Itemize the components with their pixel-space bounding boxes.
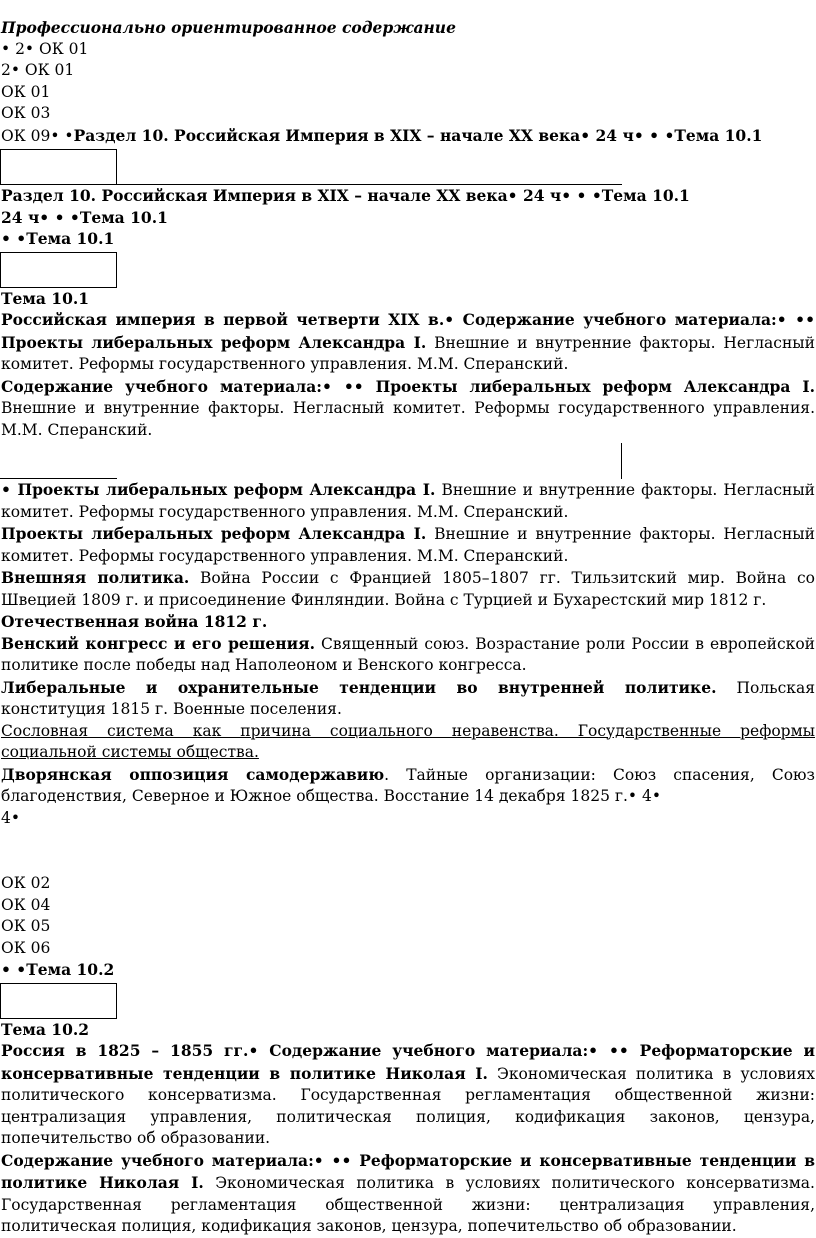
section-line-prefix: ОК 09• •: [1, 126, 74, 145]
table-rule: [0, 478, 117, 479]
paragraph-bold: Дворянская оппозиция самодержавию: [1, 764, 385, 784]
paragraph-text: Экономическая политика в условиях политического консерватизма. Государственная регламентация общественной жизни: централизация управления, политическая полиция, кодификация законов, цензура, попечительство об образовании.: [1, 1064, 816, 1147]
paragraph-text: Война России с Францией 1805–1807 гг. Тильзитский мир. Война со Швецией 1809 г. и присоединение Финляндии. Война с Турцией и Бухарестский мир 1812 г.: [1, 569, 816, 609]
topic-paragraph: [0, 376, 816, 442]
paragraph-bold: Внешняя политика.: [1, 568, 190, 587]
table-fragment-2: [0, 252, 816, 288]
topic-paragraph-underlined: Сословная система как причина социального неравенства. Государственные реформы социальной системы общества.: [1, 721, 815, 761]
paragraph-text: Экономическая политика в условиях политического консерватизма. Государственная регламентация общественной жизни: централизация управления, политическая полиция, кодификация законов, цензура, попечительство об образовании.: [1, 1174, 815, 1235]
hours-line: 24 ч• • •Тема 10.1: [1, 207, 168, 227]
paragraph-text: Внешние и внутренние факторы. Негласный комитет. Реформы государственного управления. М.М. Сперанский.: [1, 525, 815, 565]
topic-paragraph: [0, 633, 816, 677]
paragraph-text: Внешние и внутренние факторы. Негласный комитет. Реформы государственного управления. М.М. Сперанский.: [1, 481, 815, 521]
table-rule: [621, 443, 622, 479]
topic-paragraph: [0, 1150, 816, 1238]
paragraph-bold: Российская империя в первой четверти XIX в.• Содержание учебного материала:• •• Проекты либеральных реформ Александра I.: [1, 310, 815, 352]
section-line-title: Раздел 10. Российская Империя в XIX – начале XX века• 24 ч• • •Тема 10.1: [73, 125, 763, 145]
spacer: [0, 829, 816, 873]
topic-paragraph: [0, 309, 816, 376]
table-cell-frame: [0, 983, 117, 1019]
ok-line-3: ОК 01: [1, 82, 51, 101]
topic-bullet-line: • •Тема 10.2: [1, 960, 115, 979]
ok-code: ОК 06: [1, 938, 51, 957]
topic-bullet-line: • •Тема 10.1: [1, 229, 115, 248]
paragraph-bold: Содержание учебного материала:• •• Реформаторские и консервативные тенденции в политике Николая I.: [1, 1150, 815, 1192]
paragraph-bold: Содержание учебного материала:• •• Проекты либеральных реформ Александра I.: [1, 376, 815, 396]
topic-paragraph: [0, 523, 816, 567]
table-fragment-1: [0, 149, 816, 185]
table-fragment-3: [0, 443, 816, 479]
section-line: [0, 125, 816, 148]
table-rule: [0, 184, 622, 185]
topic-heading: Тема 10.2: [1, 1019, 90, 1039]
topic-paragraph: [0, 567, 816, 611]
paragraph-bold: • Проекты либеральных реформ Александра I.: [1, 480, 436, 499]
ok-line-2: 2• ОК 01: [1, 61, 75, 79]
table-fragment-4: [0, 983, 816, 1019]
ok-code: ОК 05: [1, 917, 51, 935]
paragraph-bold: Проекты либеральных реформ Александра I.: [1, 524, 427, 543]
paragraph-bold: Россия в 1825 – 1855 гг.• Содержание учебного материала:• •• Реформаторские и консервативные тенденции в политике Николая I.: [1, 1041, 815, 1083]
topic-paragraph: [0, 479, 816, 523]
ok-code: ОК 04: [1, 895, 51, 914]
topic-paragraph: [0, 764, 816, 808]
topic-heading: Тема 10.1: [1, 288, 90, 308]
section-repeat-line: Раздел 10. Российская Империя в XIX – начале XX века• 24 ч• • •Тема 10.1: [1, 186, 690, 205]
topic-paragraph: [0, 1040, 816, 1150]
paragraph-bold: Венский конгресс и его решения.: [1, 633, 315, 653]
paragraph-bold: Либеральные и охранительные тенденции во внутренней политике.: [1, 677, 717, 697]
document-title: Профессионально ориентированное содержание: [1, 18, 456, 37]
paragraph-text: . Тайные организации: Союз спасения, Союз благоденствия, Северное и Южное общества. Восстание 14 декабря 1825 г.• 4•: [1, 765, 816, 805]
table-cell-frame: [0, 252, 117, 288]
table-cell-frame: [0, 149, 117, 185]
paragraph-text: Внешние и внутренние факторы. Негласный комитет. Реформы государственного управления. М.М. Сперанский.: [1, 399, 815, 439]
ok-line-1: • 2• ОК 01: [1, 39, 89, 58]
topic-paragraph: Отечественная война 1812 г.: [1, 612, 268, 631]
topic-paragraph: [0, 677, 816, 721]
paragraph-text: Внешние и внутренние факторы. Негласный комитет. Реформы государственного управления. М.М. Сперанский.: [1, 333, 815, 373]
hours-value: 4•: [1, 808, 21, 827]
paragraph-text: Польская конституция 1815 г. Военные поселения.: [1, 678, 816, 718]
paragraph-text: Священный союз. Возрастание роли России в европейской политике после победы над Наполеоном и Венского конгресса.: [1, 634, 815, 674]
ok-line-4: ОК 03: [1, 104, 51, 122]
ok-code: ОК 02: [1, 874, 51, 892]
